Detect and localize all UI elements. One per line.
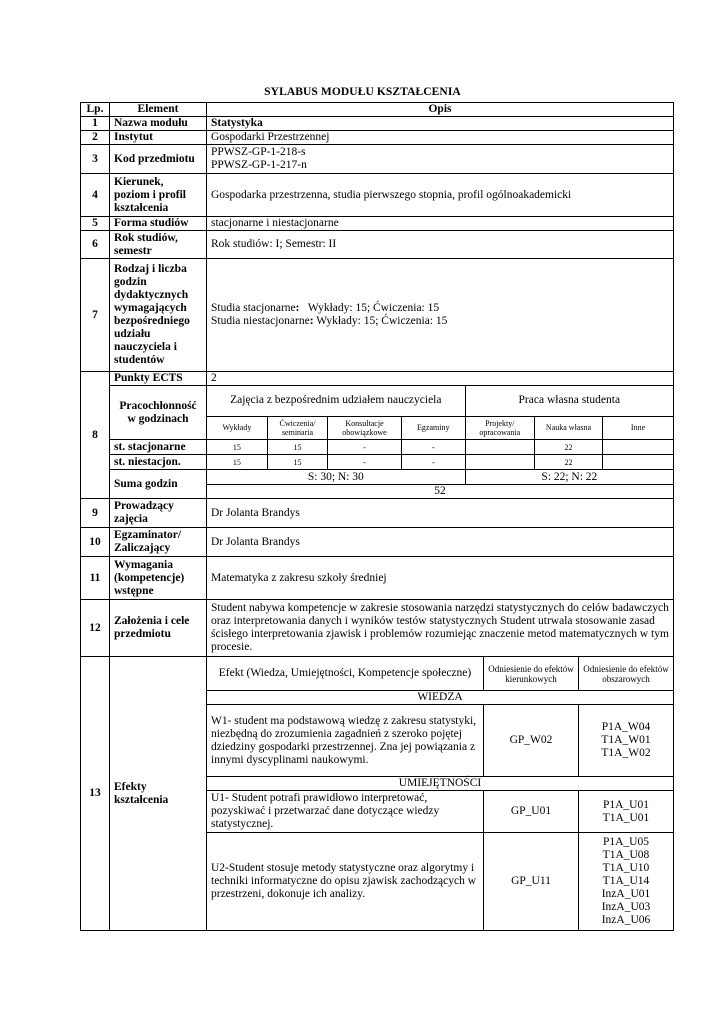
row-13-header (81, 657, 674, 691)
header-element: Element (110, 103, 207, 117)
row-9 (81, 499, 674, 528)
obsz-code: P1A_U05 (602, 836, 649, 848)
obsz-code: T1A_U14 (602, 875, 650, 887)
table-cell (603, 455, 673, 469)
outcome-u2-obsz (579, 833, 674, 931)
outcome-header-kier: Odniesienie do efektów kierunkowych (484, 657, 579, 691)
row-number: 2 (81, 131, 110, 145)
hours-stac-label: Studia stacjonarne (211, 302, 296, 314)
outcome-w1-kier: GP_W02 (484, 705, 579, 777)
section-umiejetnosci: UMIEJĘTNOŚCI (207, 777, 674, 791)
ects-value: 2 (207, 372, 674, 386)
obsz-code: P1A_W04 (601, 721, 651, 733)
row-2 (81, 131, 674, 145)
row-number: 8 (81, 372, 110, 499)
row-label: Instytut (110, 131, 207, 145)
row-label: Kod przedmiotu (110, 145, 207, 174)
table-cell: - (401, 440, 465, 454)
outcome-u1-obsz (579, 791, 674, 833)
suma-total: 52 (207, 485, 674, 499)
obsz-code: T1A_U08 (602, 849, 650, 861)
hours-stac-value: Wykłady: 15; Ćwiczenia: 15 (307, 302, 440, 314)
row-value: Student nabywa kompetencje w zakresie stosowania narzędzi statystycznych do celów badawczych oraz interpretowania danych i wyników testów statystycznych Student utrwala stosowanie zasad ścisłego interpretowania zjawisk i problemów rozumiejąc znaczenie metod matematycznych w tym procesie. (207, 600, 674, 657)
table-cell: 15 (267, 455, 327, 469)
suma-contact: S: 30; N: 30 (207, 470, 465, 484)
obsz-code: InzA_U01 (601, 888, 651, 900)
niest-label: st. niestacjon. (110, 455, 207, 470)
outcome-u2-kier: GP_U11 (484, 833, 579, 931)
table-cell: 22 (534, 455, 602, 469)
hours-niest-label: Studia niestacjonarne (211, 315, 310, 327)
row-5 (81, 217, 674, 231)
outcome-w1-obsz (579, 705, 674, 777)
row-label: Forma studiów (110, 217, 207, 231)
outcome-u2: U2-Student stosuje metody statystyczne oraz algorytmy i techniki informatyczne do opisu zjawisk zachodzących w przestrzeni, dokonuje ich analizy. (207, 833, 484, 931)
row-number: 9 (81, 499, 110, 528)
row-3 (81, 145, 674, 174)
suma-values (207, 470, 674, 485)
row-8-suma (81, 470, 674, 485)
outcome-header-efekt: Efekt (Wiedza, Umiejętności, Kompetencje społeczne) (207, 657, 484, 691)
row-7 (81, 259, 674, 372)
workload-header (207, 386, 674, 440)
row-number: 4 (81, 174, 110, 217)
ects-label: Punkty ECTS (110, 372, 207, 386)
table-cell: - (401, 455, 465, 469)
row-8-workload-header (81, 386, 674, 440)
header-lp: Lp. (81, 103, 110, 117)
row-label: Rodzaj i liczba godzin dydaktycznych wymagających bezpośredniego udziału nauczyciela i studentów (110, 259, 207, 372)
row-label: Kierunek, poziom i profil kształcenia (110, 174, 207, 217)
col-projekty: Projekty/ opracowania (465, 416, 534, 439)
col-cwiczenia: Ćwiczenia/ seminaria (267, 416, 327, 439)
col-wyklady: Wykłady (207, 416, 267, 439)
row-number: 1 (81, 117, 110, 131)
row-label: Egzaminator/ Zaliczający (110, 528, 207, 557)
row-value: Statystyka (207, 117, 674, 131)
col-nauka: Nauka własna (534, 416, 602, 439)
row-label: Założenia i cele przedmiotu (110, 600, 207, 657)
obsz-code: InzA_U03 (601, 901, 651, 913)
row-10 (81, 528, 674, 557)
obsz-code: InzA_U06 (601, 914, 651, 926)
stac-values (207, 440, 674, 455)
row-8-niest (81, 455, 674, 470)
outcome-w1: W1- student ma podstawową wiedzę z zakresu statystyki, niezbędną do zrozumienia zagadnień z szeroko pojętej dziedziny gospodarki przestrzennej. Zna jej powiązania z innymi dyscyplinami naukowymi. (207, 705, 484, 777)
table-cell: - (328, 440, 402, 454)
outcome-u1-kier: GP_U01 (484, 791, 579, 833)
hours-niest-value: Wykłady: 15; Ćwiczenia: 15 (316, 315, 448, 327)
row-value (207, 145, 674, 174)
syllabus-table (80, 102, 674, 931)
table-cell (465, 440, 534, 454)
row-label: Wymagania (kompetencje) wstępne (110, 557, 207, 600)
table-cell (603, 440, 673, 454)
obsz-code: T1A_U10 (602, 862, 650, 874)
row-number: 6 (81, 231, 110, 259)
table-cell (465, 455, 534, 469)
code-niestacjonarne: PPWSZ-GP-1-217-n (211, 159, 307, 171)
code-stacjonarne: PPWSZ-GP-1-218-s (211, 146, 306, 158)
row-value: Gospodarka przestrzenna, studia pierwszego stopnia, profil ogólnoakademicki (207, 174, 674, 217)
stac-label: st. stacjonarne (110, 440, 207, 455)
section-wiedza: WIEDZA (207, 691, 674, 705)
row-number: 10 (81, 528, 110, 557)
row-value: Gospodarki Przestrzennej (207, 131, 674, 145)
outcome-header-obsz: Odniesienie do efektów obszarowych (579, 657, 674, 691)
row-value: stacjonarne i niestacjonarne (207, 217, 674, 231)
row-label: Nazwa modułu (110, 117, 207, 131)
col-konsultacje: Konsultacje obowiązkowe (328, 416, 402, 439)
row-value: Rok studiów: I; Semestr: II (207, 231, 674, 259)
row-4 (81, 174, 674, 217)
suma-self: S: 22; N: 22 (465, 470, 673, 484)
row-value: Dr Jolanta Brandys (207, 499, 674, 528)
row-number: 7 (81, 259, 110, 372)
row-6 (81, 231, 674, 259)
obsz-code: T1A_W01 (601, 734, 651, 746)
table-cell: 15 (207, 455, 267, 469)
row-12 (81, 600, 674, 657)
col-egzaminy: Egzaminy (401, 416, 465, 439)
obsz-code: T1A_U01 (602, 811, 650, 824)
header-opis: Opis (207, 103, 674, 117)
row-value: Studia stacjonarne: Wykłady: 15; Ćwiczenia: 15 Studia niestacjonarne: Wykłady: 15; Ćwiczenia: 15 (207, 259, 674, 372)
obsz-code: T1A_W02 (601, 747, 651, 759)
row-number: 5 (81, 217, 110, 231)
header-row (81, 103, 674, 117)
row-8-stac (81, 440, 674, 455)
row-value: Matematyka z zakresu szkoły średniej (207, 557, 674, 600)
obsz-code: P1A_U01 (602, 798, 649, 811)
row-8-ects (81, 372, 674, 386)
row-number: 13 (81, 657, 110, 931)
group-self-study: Praca własna studenta (465, 386, 673, 416)
row-label: Efekty kształcenia (110, 657, 207, 931)
table-cell: 15 (207, 440, 267, 454)
row-number: 3 (81, 145, 110, 174)
table-cell: 15 (267, 440, 327, 454)
table-cell: 22 (534, 440, 602, 454)
group-contact-hours: Zajęcia z bezpośrednim udziałem nauczyciela (207, 386, 465, 416)
suma-label: Suma godzin (110, 470, 207, 499)
row-value: Dr Jolanta Brandys (207, 528, 674, 557)
row-1 (81, 117, 674, 131)
document-title: SYLABUS MODUŁU KSZTAŁCENIA (264, 86, 461, 98)
row-label: Prowadzący zajęcia (110, 499, 207, 528)
outcome-u1: U1- Student potrafi prawidłowo interpretować, pozyskiwać i przetwarzać dane dotyczące wiedzy statystycznej. (207, 791, 484, 833)
row-number: 12 (81, 600, 110, 657)
table-cell: - (328, 455, 402, 469)
workload-label: Pracochłonność w godzinach (110, 386, 207, 440)
col-inne: Inne (603, 416, 673, 439)
niest-values (207, 455, 674, 470)
row-11 (81, 557, 674, 600)
row-label: Rok studiów, semestr (110, 231, 207, 259)
row-number: 11 (81, 557, 110, 600)
